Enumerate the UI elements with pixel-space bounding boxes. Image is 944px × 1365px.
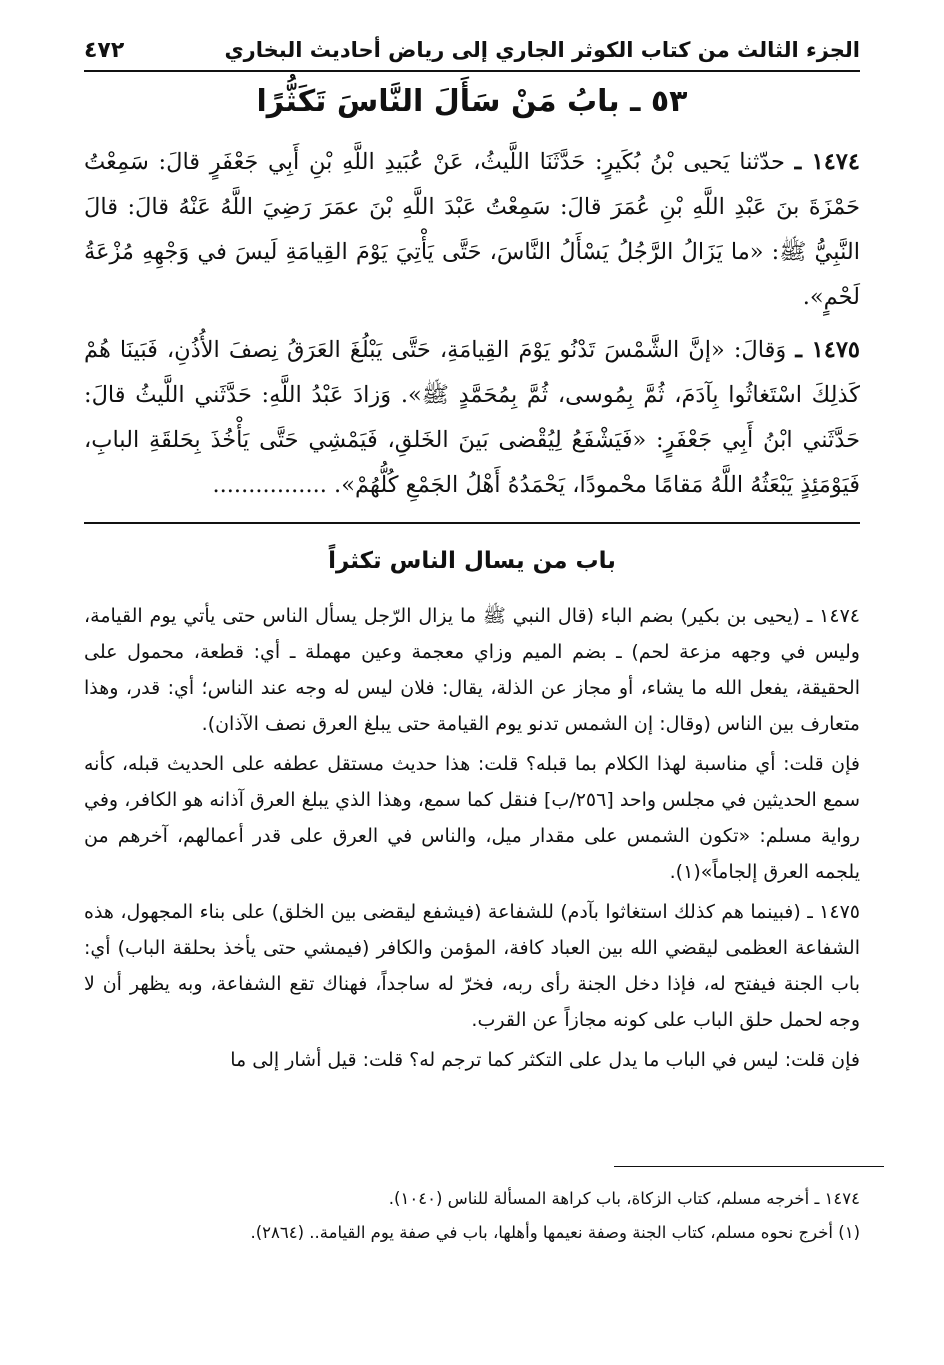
footnotes [84, 1182, 860, 1250]
footnote-divider [614, 1166, 884, 1167]
running-title: الجزء الثالث من كتاب الكوثر الجاري إلى رياض أحاديث البخاري [224, 38, 860, 62]
commentary-text [84, 598, 860, 1082]
hadith-1475 [84, 328, 860, 508]
section-divider [84, 522, 860, 524]
commentary-paragraph: فإن قلت: ليس في الباب ما يدل على التكثر كما ترجم له؟ قلت: قيل أشار إلى ما [230, 1049, 860, 1071]
hadith-1474 [84, 140, 860, 320]
commentary-paragraph: فإن قلت: أي مناسبة لهذا الكلام بما قبله؟ قلت: هذا حديث مستقل عطفه على الحديث قبله، كأنه سمع الحديثين في مجلس واحد [٢٥٦/ب] فنقل كما سمع، وهذا الذي يبلغ العرق آذانه هو الكافر، وفي رواية مسلم: «تكون الشمس على مقدار ميل، والناس في العرق على قدر أعمالهم، آخرهم من يلجمه العرق إلجاماً»(١). [84, 753, 860, 883]
page-number: ٤٧٢ [84, 37, 125, 63]
hadith-number: ١٤٧٤ ـ [794, 149, 860, 175]
footnote: (١) أخرج نحوه مسلم، كتاب الجنة وصفة نعيمها وأهلها، باب في صفة يوم القيامة.. (٢٨٦٤). [250, 1223, 860, 1242]
commentary-paragraph: ١٤٧٤ ـ (يحيى بن بكير) بضم الباء (قال النبي ﷺ ما يزال الرّجل يسأل الناس حتى يأتي يوم القيامة، وليس في وجهه مزعة لحم) ـ بضم الميم وزاي معجمة وعين مهملة ـ أي: قطعة، محمول على الحقيقة، يفعل الله ما يشاء، أو مجاز عن الذلة، يقال: فلان ليس له وجه عند الناس؛ أي: قدر، وهذا متعارف بين الناس (وقال: إن الشمس تدنو يوم القيامة حتى يبلغ العرق نصف الآذان). [84, 605, 860, 735]
footnote: ١٤٧٤ ـ أخرجه مسلم، كتاب الزكاة، باب كراهة المسألة للناس (١٠٤٠). [388, 1189, 860, 1208]
hadith-text [84, 140, 860, 516]
commentary-paragraph: ١٤٧٥ ـ (فبينما هم كذلك استغاثوا بآدم) للشفاعة (فيشفع ليقضى بين الخلق) على بناء المجهول، هذه الشفاعة العظمى ليقضي الله بين العباد كافة، المؤمن والكافر (فيمشي حتى يأخذ بحلقة الباب) أي: باب الجنة فيفتح له، فإذا دخل الجنة رأى ربه، فخرّ له ساجداً، فهناك تقع الشفاعة، وبه يظهر أن لا وجه لحمل حلق الباب على كونه مجازاً عن القرب. [84, 901, 860, 1031]
chapter-title: ٥٣ ـ بابُ مَنْ سَأَلَ النَّاسَ تَكَثُّرًا [256, 84, 688, 119]
hadith-body: وَقالَ: «إنَّ الشَّمْسَ تَدْنُو يَوْمَ القِيامَةِ، حَتَّى يَبْلُغَ العَرَقُ نِصفَ الأُذُنِ، فَبَينَا هُمْ كَذلِكَ اسْتَغاثُوا بِآدَمَ، ثُمَّ بِمُوسى، ثُمَّ بِمُحَمَّدٍ ﷺ». وَزادَ عَبْدُ اللَّهِ: حَدَّثَني اللَّيثُ قالَ: حَدَّثَني ابْنُ أَبِي جَعْفَرٍ: «فَيَشْفَعُ لِيُقْضى بَينَ الخَلقِ، فَيَمْشِي حَتَّى يَأْخُذَ بِحَلقَةِ البابِ، فَيَوْمَئِذٍ يَبْعَثُهُ اللَّهُ مَقامًا محْمودًا، يَحْمَدُهُ أَهْلُ الجَمْعِ كُلُّهُمْ». ................ [84, 337, 860, 498]
commentary-title: باب من يسال الناس تكثراً [328, 548, 616, 574]
hadith-number: ١٤٧٥ ـ [795, 337, 860, 363]
hadith-body: حدّثنا يَحيى بْنُ بُكَيرٍ: حَدَّثَنَا اللَّيثُ، عَنْ عُبَيدِ اللَّهِ بْنِ أَبِي جَعْفَرٍ قالَ: سَمِعْتُ حَمْزَةَ بنَ عَبْدِ اللَّهِ بْنِ عُمَرَ قالَ: سَمِعْتُ عَبْدَ اللَّهِ بْنَ عمَرَ رَضِيَ اللَّهُ عَنْهُ قالَ: قالَ النَّبِيُّ ﷺ: «ما يَزَالُ الرَّجُلُ يَسْأَلُ النَّاسَ، حَتَّى يَأْتِيَ يَوْمَ القِيامَةِ لَيسَ في وَجْهِهِ مُزْعَةُ لَحْمٍ». [84, 149, 860, 310]
running-header [84, 30, 860, 72]
